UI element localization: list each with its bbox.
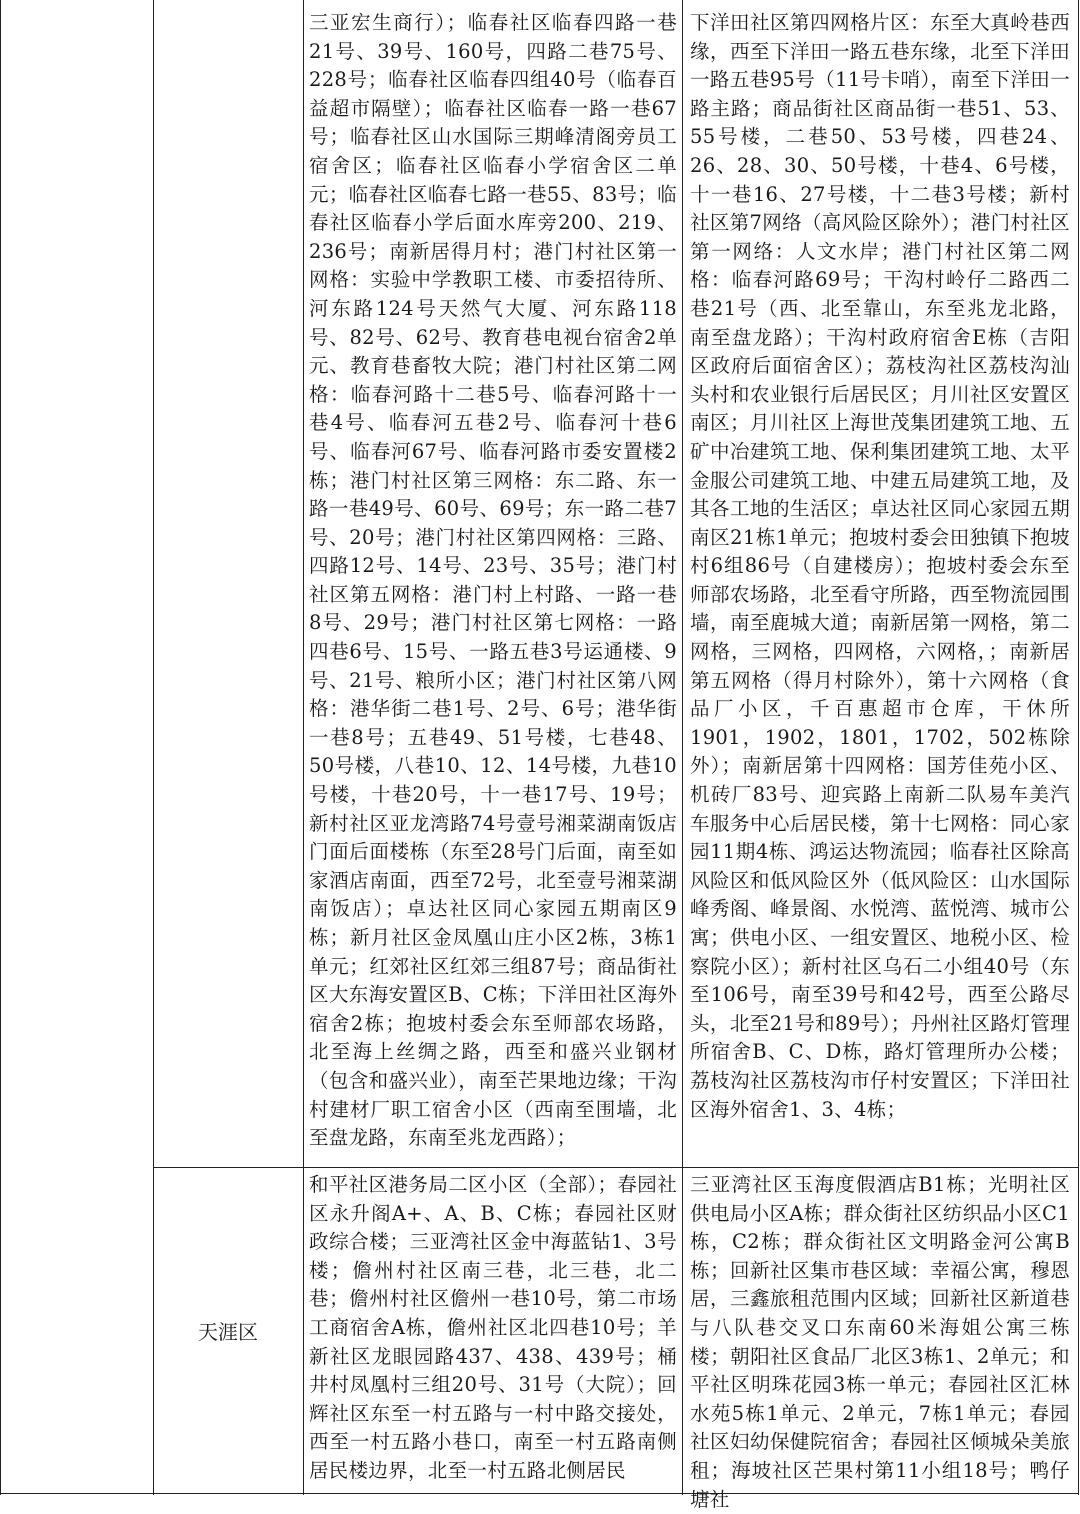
table-cell-row1-a: 三亚宏生商行）；临春社区临春四路一巷21号、39号、160号，四路二巷75号、228号；临春社区临春四组40号（临春百益超市隔壁）；临春社区临春一路一巷67号；临春社区山水国际三期峰清阁旁员工宿舍区；临春社区临春小学宿舍区二单元；临春社区临春七路一巷55、83号；临春社区临春小学后面水库旁200、219、236号；南新居得月村；港门村社区第一网格：实验中学教职工楼、市委招待所、河东路124号天然气大厦、河东路118号、82号、62号、教育巷电视台宿舍2单元、教育巷畜牧大院；港门村社区第二网格：临春河路十二巷5号、临春河路十一巷4号、临春河五巷2号、临春河十巷6号、临春河67号、临春河路市委安置楼2栋；港门村社区第三网格：东二路、东一路一巷49号、60号、69号；东一路二巷7号、20号；港门村社区第四网格：三路、四路12号、14号、23号、35号；港门村社区第五网格：港门村上村路、一路一巷8号、29号；港门村社区第七网格：一路四巷6号、15号、一路五巷3号运通楼、9号、21号、粮所小区；港门村社区第八网格：港华街二巷1号、2号、6号；港华街一巷8号；五巷49、51号楼，七巷48、50号楼，八巷10、12、14号楼，九巷10号楼，十巷20号，十一巷17号、19号；新村社区亚龙湾路74号壹号湘菜湖南饭店门面后面楼栋（东至28号门后面，南至如家酒店南面，西至72号，北至壹号湘菜湖南饭店）；卓达社区同心家园五期南区9栋；新月社区金凤凰山庄小区2栋，3栋1单元；红郊社区红郊三组87号；商品街社区大东海安置区B、C栋；下洋田社区海外宿舍2栋；抱坡村委会东至师部农场路，北至海上丝绸之路，西至和盛兴业钢材（包含和盛兴业），南至芒果地边缘；干沟村建材厂职工宿舍小区（西南至围墙，北至盘龙路，东南至兆龙西路）； [309, 11, 677, 1150]
table-border-bottom [0, 1493, 1079, 1494]
table-border-col1 [153, 0, 154, 1495]
table-cell-row1-b: 下洋田社区第四网格片区：东至大真岭巷西缘，西至下洋田一路五巷东缘，北至下洋田一路五巷95号（11号卡哨），南至下洋田一路主路；商品街社区商品街一巷51、53、55号楼，二巷50、53号楼，四巷24、26、28、30、50号楼，十巷4、6号楼，十一巷16、27号楼，十二巷3号楼；新村社区第7网络（高风险区除外）；港门村社区第一网络：人文水岸；港门村社区第二网格：临春河路69号；干沟村岭仔二路西二巷21号（西、北至靠山，东至兆龙北路，南至盘龙路）；干沟村政府宿舍E栋（吉阳区政府后面宿舍区）；荔枝沟社区荔枝沟汕头村和农业银行后居民区；月川社区安置区南区；月川社区上海世茂集团建筑工地、五矿中冶建筑工地、保利集团建筑工地、太平金服公司建筑工地、中建五局建筑工地，及其各工地的生活区；卓达社区同心家园五期南区21栋1单元；抱坡村委会田独镇下抱坡村6组86号（自建楼房）；抱坡村委会东至师部农场路，北至看守所路，西至物流园围墙，南至鹿城大道；南新居第一网格，第二网格，三网格，四网格，六网格，；南新居第五网格（得月村除外），第十六网格（食品厂小区，千百惠超市仓库，干休所1901，1902，1801，1702，502栋除外）；南新居第十四网格：国芳佳苑小区、机砖厂83号、迎宾路上南新二队易车美汽车服务中心后居民楼，第十七网格：同心家园11期4栋、鸿运达物流园；临春社区除高风险区和低风险区外（低风险区：山水国际峰秀阁、峰景阁、水悦湾、蓝悦湾、城市公寓；供电小区、一组安置区、地税小区、检察院小区）；新村社区乌石二小组40号（东至106号，南至39号和42号，西至公路尽头，北至21号和89号）；丹州社区路灯管理所宿舍B、C、D栋，路灯管理所办公楼；荔枝沟社区荔枝沟市仔村安置区；下洋田社区海外宿舍1、3、4栋； [690, 11, 1070, 1121]
table-border-left [0, 0, 1, 1495]
table-border-col3 [682, 0, 683, 1495]
table-cell-row2-b: 三亚湾社区玉海度假酒店B1栋；光明社区供电局小区A栋；群众街社区纺织品小区C1栋，C2栋；群众街社区文明路金河公寓B栋；回新社区集市巷区域：幸福公寓，穆恩居，三鑫旅租范围内区域；回新社区新道巷与八队巷交叉口东南60米海姐公寓三栋楼；朝阳社区食品厂北区3栋1、2单元；和平社区明珠花园3栋一单元；春园社区汇林水苑5栋1单元、2单元，7栋1单元；春园社区妇幼保健院宿舍；春园社区倾城朵美旅租；海坡社区芒果村第11小组18号；鸭仔塘社 [690, 1173, 1070, 1511]
row-divider [153, 1167, 1079, 1168]
table-border-col2 [303, 0, 304, 1495]
table-cell-row2-a: 和平社区港务局二区小区（全部）；春园社区永升阁A+、A、B、C栋；春园社区财政综合楼；三亚湾社区金中海蓝钻1、3号楼；儋州村社区南三巷，北三巷，北二巷；儋州村社区儋州一巷10号，第二市场工商宿舍A栋，儋州社区北四巷10号；羊新社区龙眼园路437、438、439号；桶井村凤凰村三组20号、31号（大院）；回辉社区东至一村五路与一村中路交接处，西至一村五路小巷口，南至一村五路南侧居民楼边界，北至一村五路北侧居民 [309, 1173, 677, 1482]
district-label: 天涯区 [198, 1320, 258, 1344]
table-border-right [1078, 0, 1079, 1495]
